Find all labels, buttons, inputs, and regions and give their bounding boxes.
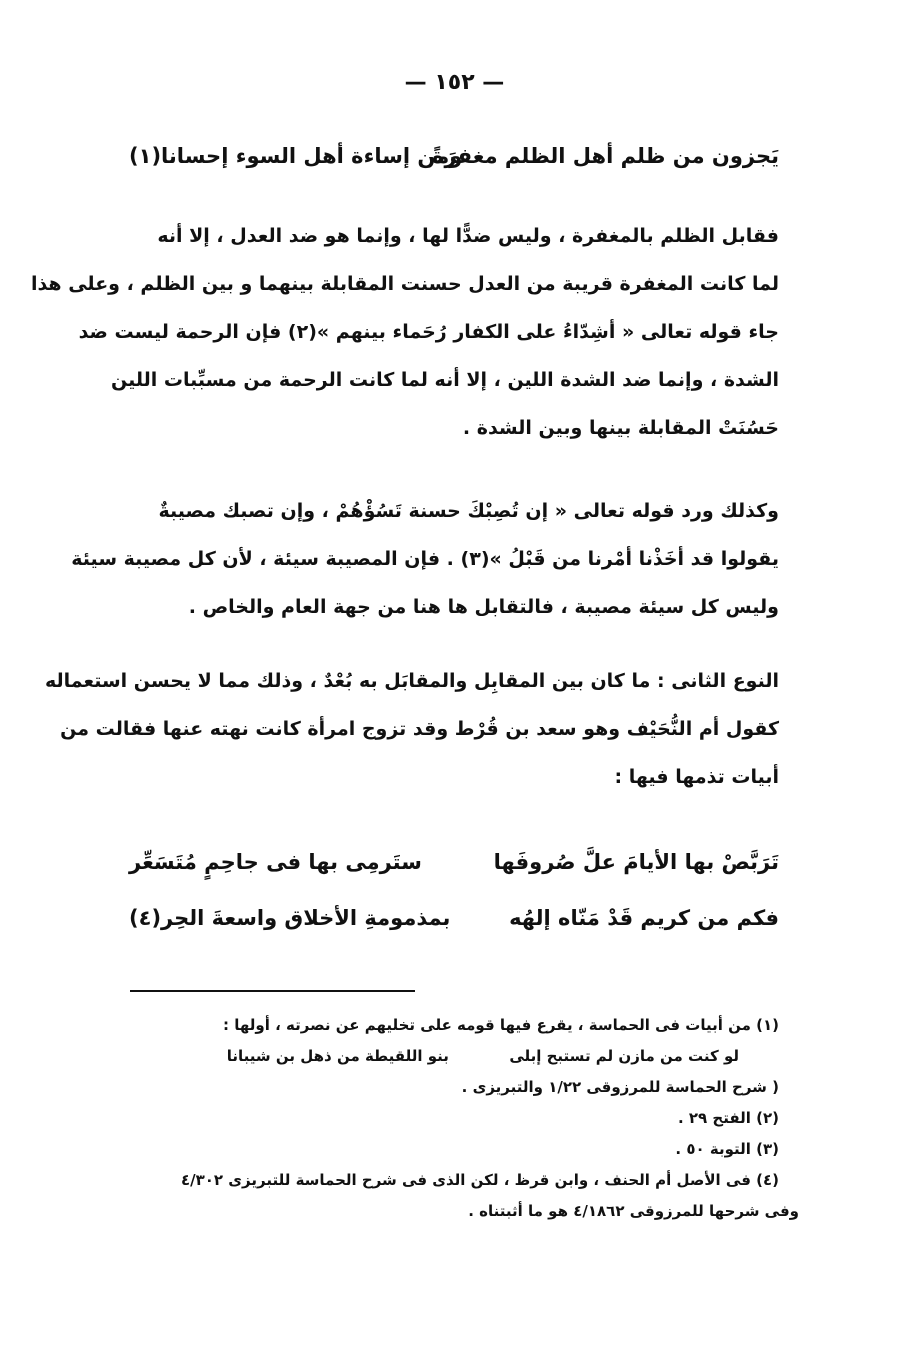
- paragraph-2: [71, 487, 779, 631]
- paragraph-line: أبيات تذمها فيها :: [614, 766, 779, 788]
- page-number: — ١٥٢ —: [404, 70, 505, 95]
- footnote-separator: [130, 990, 415, 992]
- paragraph-line: جاء قوله تعالى « أشِدّاءُ على الكفار رُحَماء بينهم »(٢) فإن الرحمة ليست ضد: [78, 321, 779, 343]
- footnote-3: (٣) التوبة ٥٠ .: [675, 1140, 779, 1158]
- footnote-1-verse-first-hemistich: لو كنت من مازن لم تستبح إبلى: [509, 1047, 739, 1065]
- footnote-1-verse: [129, 1041, 779, 1072]
- footnote-1-source: ( شرح الحماسة للمرزوقى ١/٢٢ والتبريزى .: [461, 1078, 779, 1096]
- poem-verse-2-second-hemistich: بمذمومةِ الأخلاق واسعةَ الحِر(٤): [129, 906, 451, 930]
- paragraph-line: وليس كل سيئة مصيبة ، فالتقابل ها هنا من جهة العام والخاص .: [188, 596, 779, 618]
- footnote-4: (٤) فى الأصل أم الحنف ، وابن قرظ ، لكن الذى فى شرح الحماسة للتبريزى ٤/٣٠٢: [180, 1171, 779, 1189]
- paragraph-line: كقول أم النُّحَيْف وهو سعد بن قُرْط وقد تزوج امرأة كانت نهته عنها فقالت من: [60, 718, 779, 740]
- poem-verse-1-second-hemistich: ستَرمِى بها فى جاحِمٍ مُتَسَعِّر: [129, 850, 422, 874]
- paragraph-line: يقولوا قد أخَذْنا أمْرنا من قَبْلُ »(٣) . فإن المصيبة سيئة ، لأن كل مصيبة سيئة: [71, 548, 779, 570]
- verse-top-second-hemistich: ومن إساءة أهل السوء إحسانا(١): [129, 144, 463, 168]
- footnote-2: (٢) الفتح ٢٩ .: [677, 1109, 779, 1127]
- footnote-4-continued: وفى شرحها للمرزوقى ٤/١٨٦٢ هو ما أثبتناه .: [468, 1202, 799, 1220]
- paragraph-line: الشدة ، وإنما ضد الشدة اللين ، إلا أنه لما كانت الرحمة من مسبِّبات اللين: [111, 369, 779, 391]
- footnote-1-verse-second-hemistich: بنو اللقيطة من ذهل بن شيبانا: [226, 1047, 449, 1065]
- poem-verse-2: [129, 898, 779, 938]
- paragraph-line: النوع الثانى : ما كان بين المقابِل والمقابَل به بُعْدٌ ، وذلك مما لا يحسن استعماله: [44, 670, 779, 692]
- poem-verse-2-first-hemistich: فكم من كريم قَدْ مَنّاه إلهُه: [509, 906, 779, 930]
- footnotes: [129, 1010, 799, 1227]
- poem-verse-1-first-hemistich: تَرَبَّصْ بها الأيامَ علَّ صُروفَها: [493, 850, 779, 874]
- paragraph-line: حَسُنَتْ المقابلة بينها وبين الشدة .: [462, 417, 779, 439]
- poem-verse-1: [129, 842, 779, 882]
- paragraph-line: لما كانت المغفرة قريبة من العدل حسنت المقابلة بينهما و بين الظلم ، وعلى هذا: [30, 273, 779, 295]
- paragraph-3: [44, 657, 779, 801]
- paragraph-line: فقابل الظلم بالمغفرة ، وليس ضدًّا لها ، وإنما هو ضد العدل ، إلا أنه: [157, 225, 779, 247]
- verse-top: [129, 136, 779, 176]
- footnote-1: (١) من أبيات فى الحماسة ، يقرع فيها قومه على تخليهم عن نصرته ، أولها :: [223, 1016, 779, 1034]
- paragraph-1: [30, 212, 779, 452]
- verse-top-first-hemistich: يَجزون من ظلم أهل الظلم مغفرَةً: [432, 144, 779, 168]
- paragraph-line: وكذلك ورد قوله تعالى « إن تُصِبْكَ حسنة تَسُؤْهُمْ ، وإن تصبك مصيبةٌ: [158, 500, 779, 522]
